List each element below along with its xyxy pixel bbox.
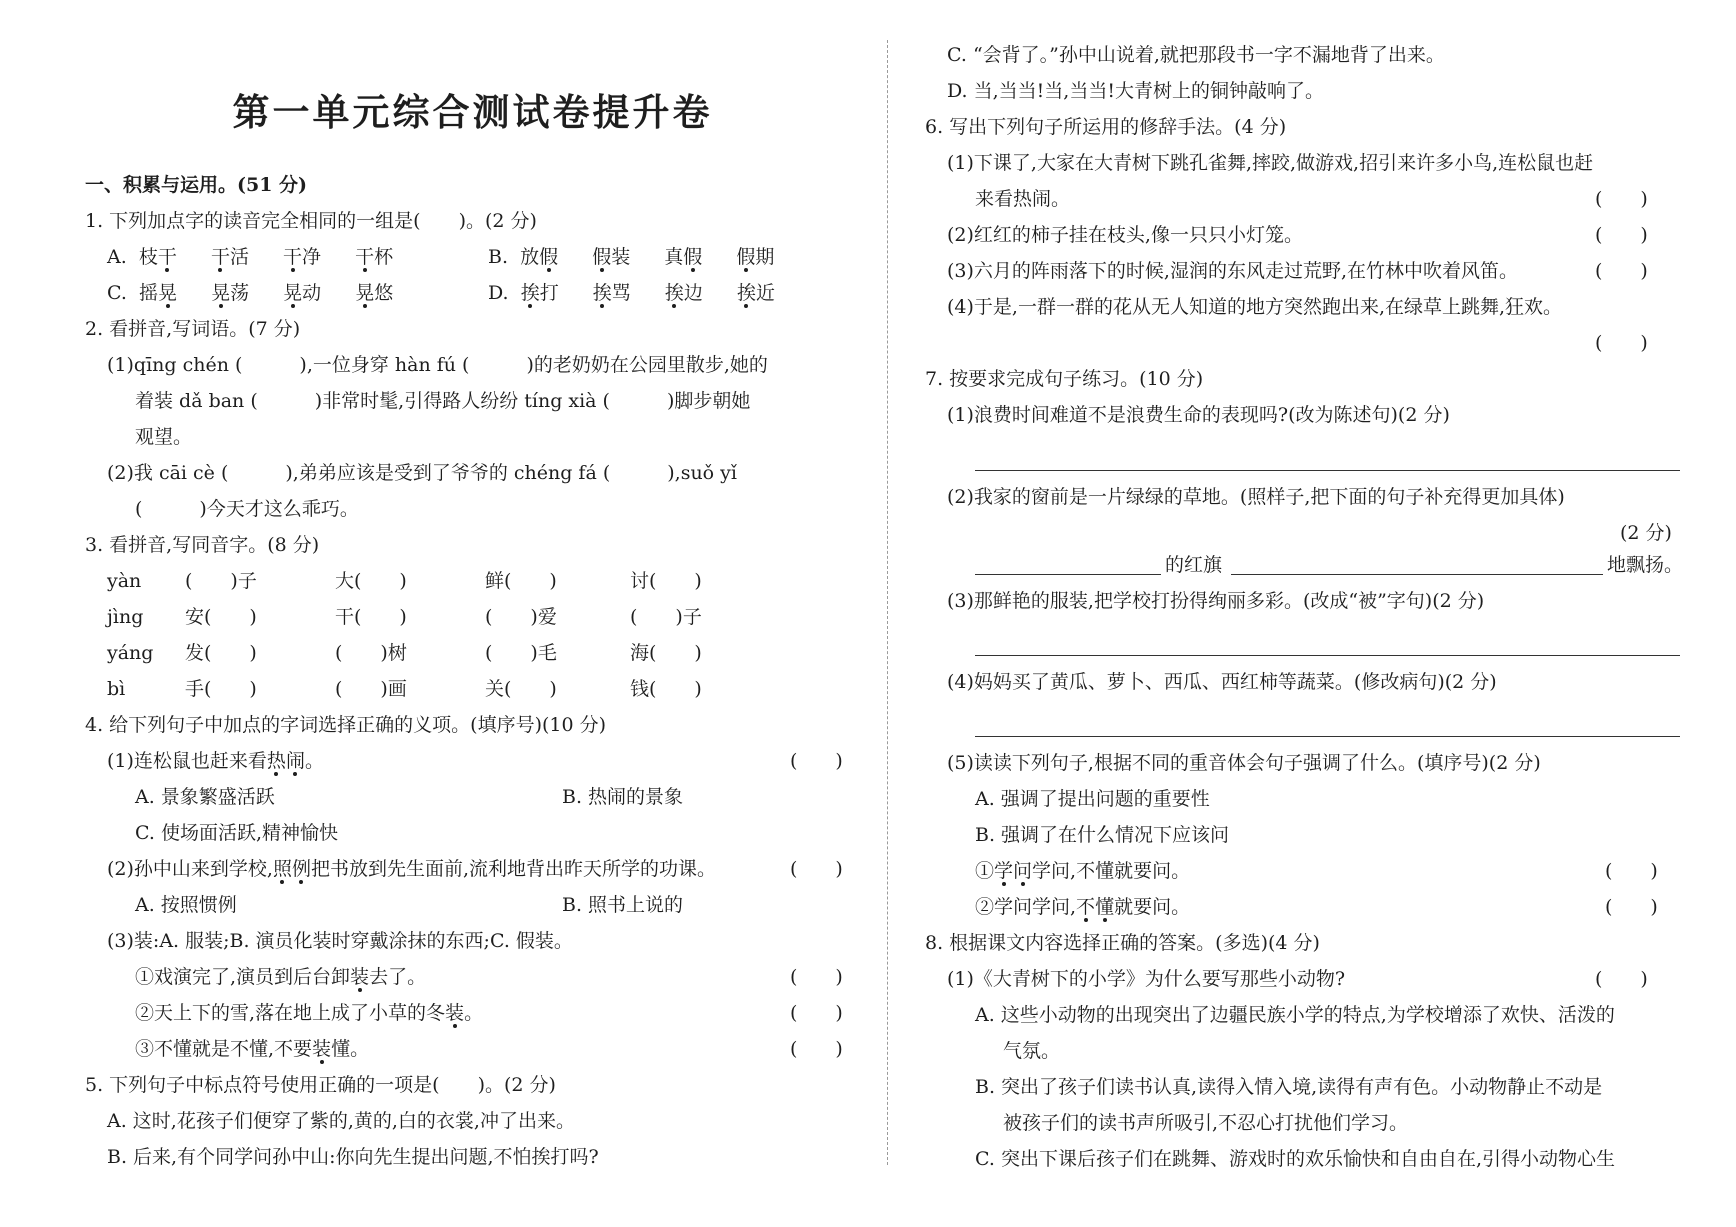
q5-option: B. 后来,有个同学问孙中山:你向先生提出问题,不怕挨打吗? xyxy=(107,1146,599,1168)
q8-option: B. 突出了孩子们读书认真,读得入情入境,读得有声有色。小动物静止不动是 xyxy=(975,1076,1603,1098)
q5-option: C. “会背了。”孙中山说着,就把那段书一字不漏地背了出来。 xyxy=(947,44,1445,66)
answer-paren[interactable]: ( ) xyxy=(790,966,843,988)
q3-cell: ( )画 xyxy=(335,678,407,700)
answer-line[interactable] xyxy=(975,655,1680,656)
q1-option-b: B. 放假 假装 真假 假期 xyxy=(488,246,775,268)
q4-option: A. 按照惯例 xyxy=(135,894,237,916)
q3-cell: ( )树 xyxy=(335,642,407,664)
q3-pinyin: bì xyxy=(107,678,126,700)
q7-sentence: (1)浪费时间难道不是浪费生命的表现吗?(改为陈述句)(2 分) xyxy=(947,404,1450,426)
q4-option: C. 使场面活跃,精神愉快 xyxy=(135,822,338,844)
q7-fill-text: 地飘扬。 xyxy=(1607,554,1684,576)
q1-option-c: C. 摇晃 晃荡 晃动 晃悠 xyxy=(107,282,394,304)
page-title: 第一单元综合测试卷提升卷 xyxy=(232,90,713,134)
q3-cell: 鲜( ) xyxy=(485,570,557,592)
q2-stem: 2. 看拼音,写词语。(7 分) xyxy=(85,318,301,340)
q5-option: A. 这时,花孩子们便穿了紫的,黄的,白的衣裳,冲了出来。 xyxy=(107,1110,575,1132)
q8-option: 被孩子们的读书声所吸引,不忍心打扰他们学习。 xyxy=(1003,1112,1409,1134)
q6-sentence: 来看热闹。 xyxy=(975,188,1071,210)
q7-fill-text: 的红旗 xyxy=(1165,554,1223,576)
q4-option: A. 景象繁盛活跃 xyxy=(135,786,275,808)
q7-sentence: (4)妈妈买了黄瓜、萝卜、西瓜、西红柿等蔬菜。(修改病句)(2 分) xyxy=(947,671,1497,693)
q3-cell: 手( ) xyxy=(185,678,257,700)
q3-cell: 讨( ) xyxy=(630,570,702,592)
q3-cell: ( )子 xyxy=(630,606,702,628)
q3-pinyin: yáng xyxy=(107,642,154,664)
column-divider xyxy=(887,40,888,1165)
answer-paren[interactable]: ( ) xyxy=(1595,188,1648,210)
q4-sentence: ③不懂就是不懂,不要装懂。 xyxy=(135,1038,370,1060)
q7-option: A. 强调了提出问题的重要性 xyxy=(975,788,1210,810)
q4-sentence: ①戏演完了,演员到后台卸装去了。 xyxy=(135,966,427,988)
q4-sentence: ②天上下的雪,落在地上成了小草的冬装。 xyxy=(135,1002,484,1024)
q1-option-a: A. 枝干 干活 干净 干杯 xyxy=(107,246,394,268)
answer-paren[interactable]: ( ) xyxy=(1595,224,1648,246)
q1-stem: 1. 下列加点字的读音完全相同的一组是( )。(2 分) xyxy=(85,210,537,232)
q4-sentence: (2)孙中山来到学校,照例把书放到先生面前,流利地背出昨天所学的功课。 xyxy=(107,858,717,880)
answer-paren[interactable]: ( ) xyxy=(790,1038,843,1060)
answer-paren[interactable]: ( ) xyxy=(790,1002,843,1024)
answer-paren[interactable]: ( ) xyxy=(1605,860,1658,882)
q7-sentence: (5)读读下列句子,根据不同的重音体会句子强调了什么。(填序号)(2 分) xyxy=(947,752,1541,774)
q3-cell: 关( ) xyxy=(485,678,557,700)
answer-paren[interactable]: ( ) xyxy=(1595,332,1648,354)
q3-cell: 海( ) xyxy=(630,642,702,664)
q6-sentence: (4)于是,一群一群的花从无人知道的地方突然跑出来,在绿草上跳舞,狂欢。 xyxy=(947,296,1563,318)
left-column xyxy=(85,0,860,1227)
q2-line: ( )今天才这么乖巧。 xyxy=(135,498,359,520)
q3-pinyin: yàn xyxy=(107,570,142,592)
q7-sentence: ②学问学问,不懂就要问。 xyxy=(975,896,1191,918)
q5-stem: 5. 下列句子中标点符号使用正确的一项是( )。(2 分) xyxy=(85,1074,556,1096)
q4-option: B. 热闹的景象 xyxy=(562,786,684,808)
q7-option: B. 强调了在什么情况下应该问 xyxy=(975,824,1230,846)
q3-cell: 大( ) xyxy=(335,570,407,592)
q4-sentence: (3)装:A. 服装;B. 演员化装时穿戴涂抹的东西;C. 假装。 xyxy=(107,930,573,952)
q3-cell: 安( ) xyxy=(185,606,257,628)
answer-paren[interactable]: ( ) xyxy=(790,750,843,772)
q8-stem: 8. 根据课文内容选择正确的答案。(多选)(4 分) xyxy=(925,932,1320,954)
q3-cell: ( )子 xyxy=(185,570,257,592)
q6-stem: 6. 写出下列句子所运用的修辞手法。(4 分) xyxy=(925,116,1287,138)
q5-option: D. 当,当当!当,当当!大青树上的铜钟敲响了。 xyxy=(947,80,1324,102)
answer-paren[interactable]: ( ) xyxy=(1595,968,1648,990)
q4-option: B. 照书上说的 xyxy=(562,894,684,916)
q3-pinyin: jìng xyxy=(107,606,144,628)
q4-sentence: (1)连松鼠也赶来看热闹。 xyxy=(107,750,324,772)
q3-cell: ( )爱 xyxy=(485,606,557,628)
q3-stem: 3. 看拼音,写同音字。(8 分) xyxy=(85,534,320,556)
q6-sentence: (3)六月的阵雨落下的时候,湿润的东风走过荒野,在竹林中吹着风笛。 xyxy=(947,260,1518,282)
q8-sentence: (1)《大青树下的小学》为什么要写那些小动物? xyxy=(947,968,1346,990)
right-column xyxy=(925,0,1685,1227)
q7-sentence: (3)那鲜艳的服装,把学校打扮得绚丽多彩。(改成“被”字句)(2 分) xyxy=(947,590,1485,612)
answer-line[interactable] xyxy=(975,574,1161,575)
q3-cell: 干( ) xyxy=(335,606,407,628)
q2-line: 着装 dǎ ban ( )非常时髦,引得路人纷纷 tíng xià ( )脚步朝她 xyxy=(135,390,751,412)
q2-line: (1)qīng chén ( ),一位身穿 hàn fú ( )的老奶奶在公园里散步,她的 xyxy=(107,354,768,376)
q7-sentence: ①学问学问,不懂就要问。 xyxy=(975,860,1191,882)
q8-option: A. 这些小动物的出现突出了边疆民族小学的特点,为学校增添了欢快、活泼的 xyxy=(975,1004,1615,1026)
answer-paren[interactable]: ( ) xyxy=(1595,260,1648,282)
q7-stem: 7. 按要求完成句子练习。(10 分) xyxy=(925,368,1204,390)
q6-sentence: (1)下课了,大家在大青树下跳孔雀舞,摔跤,做游戏,招引来许多小鸟,连松鼠也赶 xyxy=(947,152,1594,174)
q7-score: (2 分) xyxy=(1620,522,1672,544)
section-heading: 一、积累与运用。(51 分) xyxy=(85,174,308,196)
answer-line[interactable] xyxy=(975,736,1680,737)
answer-line[interactable] xyxy=(1231,574,1603,575)
q8-option: C. 突出下课后孩子们在跳舞、游戏时的欢乐愉快和自由自在,引得小动物心生 xyxy=(975,1148,1615,1170)
q7-sentence: (2)我家的窗前是一片绿绿的草地。(照样子,把下面的句子补充得更加具体) xyxy=(947,486,1565,508)
q3-cell: 钱( ) xyxy=(630,678,702,700)
answer-paren[interactable]: ( ) xyxy=(790,858,843,880)
q3-cell: 发( ) xyxy=(185,642,257,664)
q2-line: 观望。 xyxy=(135,426,193,448)
q8-option: 气氛。 xyxy=(1003,1040,1061,1062)
answer-line[interactable] xyxy=(975,470,1680,471)
q3-cell: ( )毛 xyxy=(485,642,557,664)
answer-paren[interactable]: ( ) xyxy=(1605,896,1658,918)
q6-sentence: (2)红红的柿子挂在枝头,像一只只小灯笼。 xyxy=(947,224,1303,246)
q1-option-d: D. 挨打 挨骂 挨边 挨近 xyxy=(488,282,775,304)
q2-line: (2)我 cāi cè ( ),弟弟应该是受到了爷爷的 chéng fá ( ),suǒ yǐ xyxy=(107,462,737,484)
q4-stem: 4. 给下列句子中加点的字词选择正确的义项。(填序号)(10 分) xyxy=(85,714,607,736)
